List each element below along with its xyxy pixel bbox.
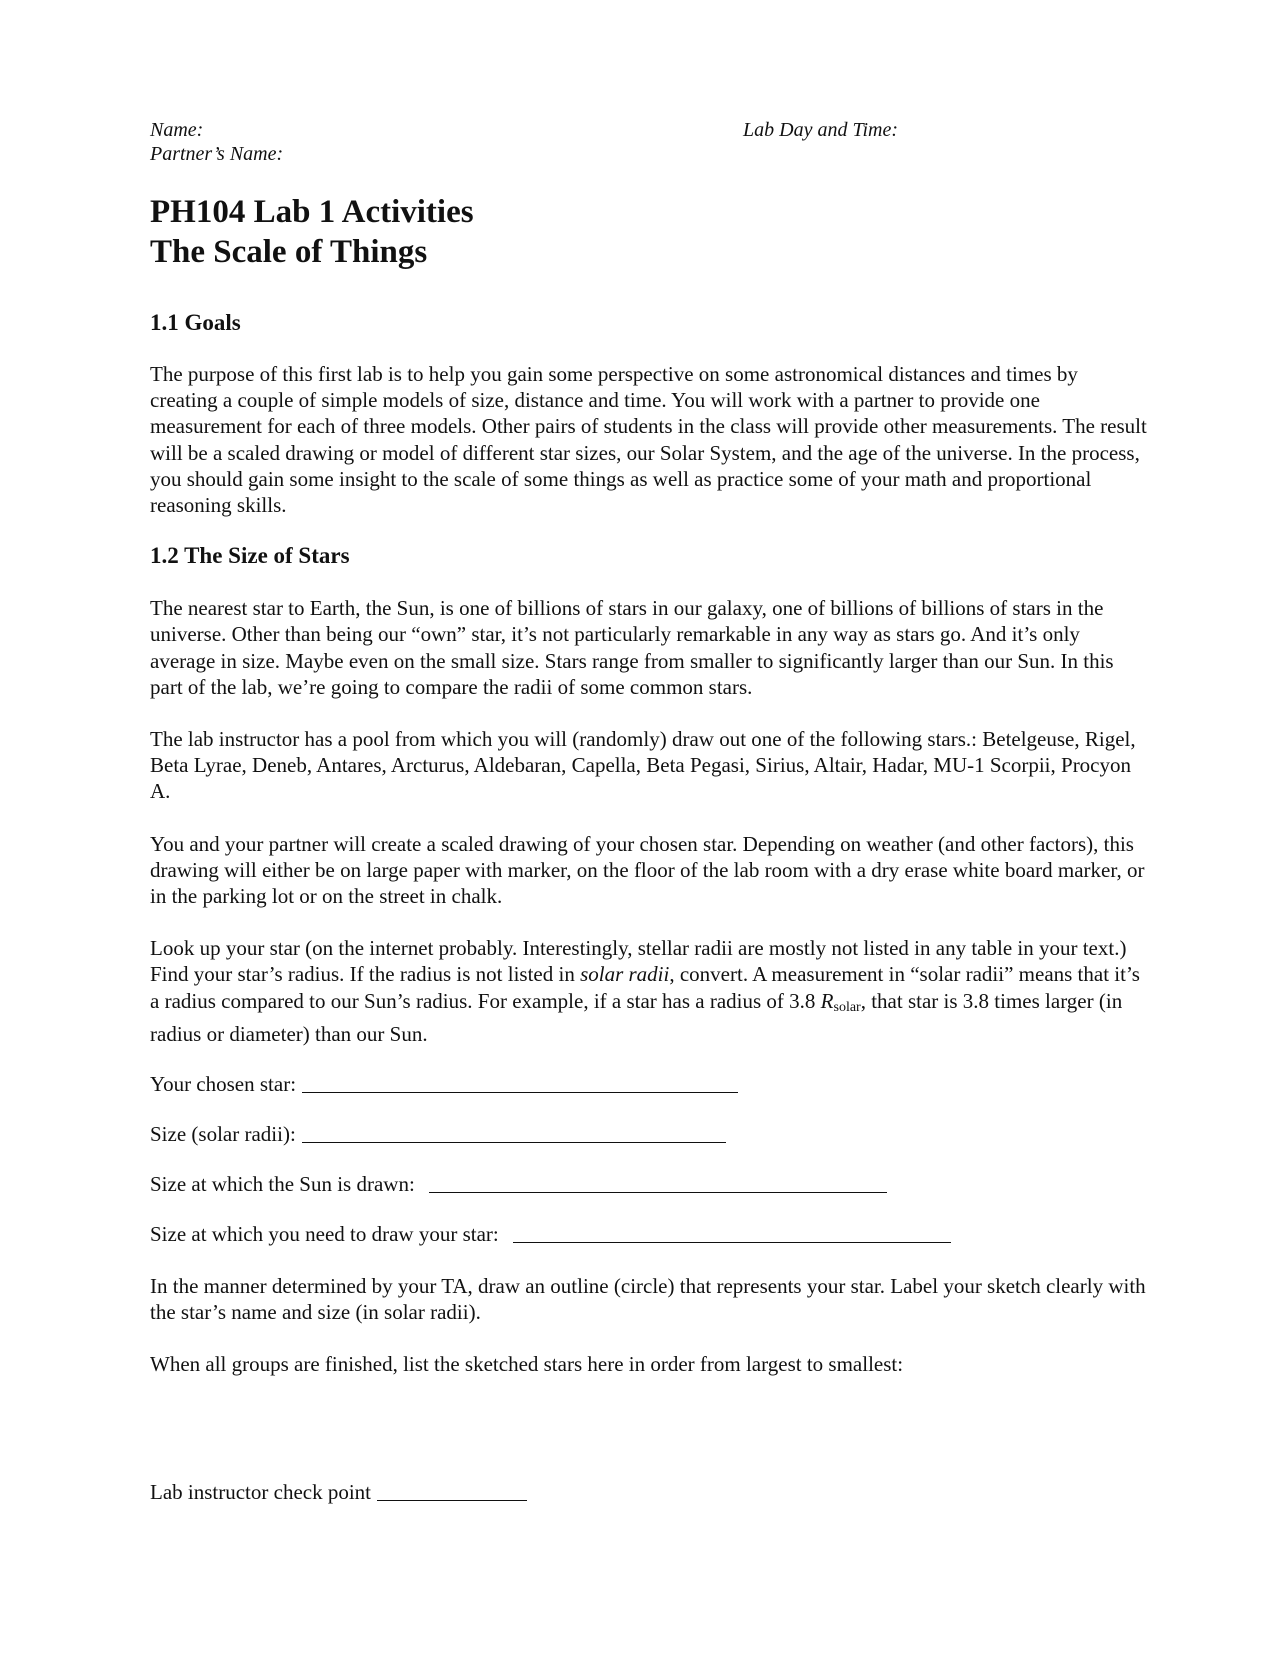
chosen-star-field: [150, 1071, 1150, 1097]
goals-heading: 1.1 Goals: [150, 310, 241, 335]
stars-paragraph-4: [150, 935, 1150, 1047]
stars-heading: 1.2 The Size of Stars: [150, 543, 350, 569]
check-point-field: [150, 1479, 1150, 1505]
p4-italic: solar radii: [580, 962, 670, 987]
size-label: Size (solar radii):: [150, 1122, 296, 1147]
lab-day-label: Lab Day and Time:: [743, 119, 898, 141]
chosen-star-blank[interactable]: [302, 1072, 738, 1093]
name-block: [150, 118, 283, 166]
goals-paragraph: The purpose of this first lab is to help you gain some perspective on some astronomical distances and times by creating a couple of simple models of size, distance and time. You will work with a partner to provide one measurement for each of three models. Other pairs of students in the class will provide other measurements. The result will be a scaled drawing or model of different star sizes, our Solar System, and the age of the universe. In the process, you should gain some insight to the scale of some things as well as practice some of your math and proportional reasoning skills.: [150, 362, 1147, 518]
p4-subscript: solar: [833, 999, 861, 1015]
title-line-2: The Scale of Things: [150, 234, 428, 270]
name-label: Name:: [150, 119, 204, 141]
size-blank[interactable]: [302, 1122, 726, 1143]
title-line-1: PH104 Lab 1 Activities: [150, 194, 474, 230]
stars-paragraph-3: You and your partner will create a scaled drawing of your chosen star. Depending on weather (and other factors), this drawing will either be on large paper with marker, on the floor of the lab room with a dry erase white board marker, or in the parking lot or on the street in chalk.: [150, 831, 1145, 909]
page-title: [150, 192, 1150, 272]
document-page: [150, 118, 1150, 1505]
draw-size-field: [150, 1221, 1150, 1247]
chosen-star-label: Your chosen star:: [150, 1072, 297, 1097]
draw-size-label: Size at which you need to draw your star:: [150, 1222, 499, 1247]
check-point-label: Lab instructor check point: [150, 1479, 372, 1504]
header: [150, 118, 1150, 168]
check-point-blank[interactable]: [377, 1480, 527, 1501]
stars-paragraph-6: When all groups are finished, list the sketched stars here in order from largest to smallest:: [150, 1352, 904, 1377]
p4-text-b: , convert. A measurement in “solar radii” means that it’s a radius compared to our Sun’s radius. For example, if a star has a radius of 3.8: [150, 962, 1140, 1013]
size-field: [150, 1121, 1150, 1147]
partner-name-label: Partner’s Name:: [150, 143, 284, 165]
p4-text-c: , that star is 3.8 times larger (in radius or diameter) than our Sun.: [150, 988, 1123, 1046]
stars-paragraph-2: The lab instructor has a pool from which you will (randomly) draw out one of the following stars.: Betelgeuse, Rigel, Beta Lyrae, Deneb, Antares, Arcturus, Aldebaran, Capella, Beta Pegasi, Sirius, Altair, Hadar, MU-1 Scorpii, Procyon A.: [150, 727, 1136, 804]
sun-size-blank[interactable]: [429, 1172, 887, 1193]
draw-size-blank[interactable]: [513, 1222, 951, 1243]
stars-paragraph-1: The nearest star to Earth, the Sun, is one of billions of stars in our galaxy, one of billions of billions of stars in the universe. Other than being our “own” star, it’s not particularly remarkable in any way as stars go. And it’s only average in size. Maybe even on the small size. Stars range from smaller to significantly larger than our Sun. In this part of the lab, we’re going to compare the radii of some common stars.: [150, 596, 1114, 699]
p4-r-symbol: R: [820, 988, 834, 1013]
stars-paragraph-5: In the manner determined by your TA, draw an outline (circle) that represents your star. Label your sketch clearly with the star’s name and size (in solar radii).: [150, 1274, 1146, 1325]
p4-text-a: Look up your star (on the internet probably. Interestingly, stellar radii are mostly not listed in any table in your text.) Find your star’s radius. If the radius is not listed in: [150, 936, 1127, 987]
sun-size-field: [150, 1171, 1150, 1197]
sun-size-label: Size at which the Sun is drawn:: [150, 1172, 415, 1197]
